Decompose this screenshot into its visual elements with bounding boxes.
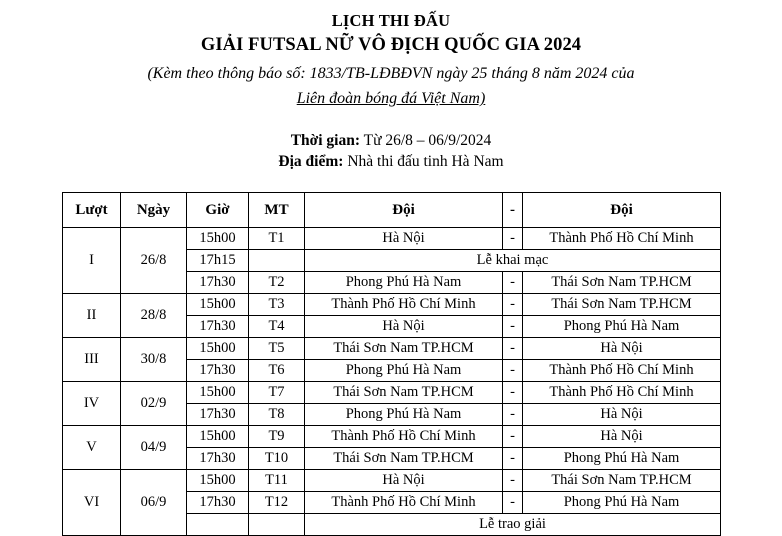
team-home-cell: Thành Phố Hồ Chí Minh: [305, 426, 503, 448]
court-cell: [249, 514, 305, 536]
team-away-cell: Thành Phố Hồ Chí Minh: [523, 228, 721, 250]
team-home-cell: Hà Nội: [305, 470, 503, 492]
event-time-line: [0, 130, 782, 151]
round-cell: II: [63, 294, 121, 338]
court-cell: T11: [249, 470, 305, 492]
column-header-team2: Đội: [523, 193, 721, 228]
date-cell: 26/8: [121, 228, 187, 294]
column-header-date: Ngày: [121, 193, 187, 228]
round-cell: V: [63, 426, 121, 470]
court-cell: T7: [249, 382, 305, 404]
team-away-cell: Hà Nội: [523, 404, 721, 426]
team-home-cell: Phong Phú Hà Nam: [305, 272, 503, 294]
time-cell: [187, 514, 249, 536]
versus-dash: -: [503, 360, 523, 382]
time-cell: 15h00: [187, 382, 249, 404]
time-cell: 17h15: [187, 250, 249, 272]
event-time-value: Từ 26/8 – 06/9/2024: [363, 132, 492, 149]
page-title-line-2: GIẢI FUTSAL NỮ VÔ ĐỊCH QUỐC GIA 2024: [200, 35, 582, 55]
court-cell: T5: [249, 338, 305, 360]
document-reference-line-2: Liên đoàn bóng đá Việt Nam): [296, 90, 486, 107]
court-cell: T1: [249, 228, 305, 250]
court-cell: T4: [249, 316, 305, 338]
versus-dash: -: [503, 316, 523, 338]
event-meta: [0, 130, 782, 172]
team-away-cell: Thái Sơn Nam TP.HCM: [523, 470, 721, 492]
event-venue-label: Địa điểm:: [278, 153, 344, 170]
court-cell: T8: [249, 404, 305, 426]
column-header-time: Giờ: [187, 193, 249, 228]
team-away-cell: Phong Phú Hà Nam: [523, 492, 721, 514]
event-venue-line: [0, 151, 782, 172]
document-reference-line-1: (Kèm theo thông báo số: 1833/TB-LĐBĐVN ngày 25 tháng 8 năm 2024 của: [147, 65, 635, 82]
court-cell: T10: [249, 448, 305, 470]
time-cell: 17h30: [187, 492, 249, 514]
court-cell: T2: [249, 272, 305, 294]
date-cell: 06/9: [121, 470, 187, 536]
team-home-cell: Thành Phố Hồ Chí Minh: [305, 294, 503, 316]
time-cell: 17h30: [187, 360, 249, 382]
time-cell: 15h00: [187, 338, 249, 360]
versus-dash: -: [503, 338, 523, 360]
ceremony-cell: Lễ khai mạc: [305, 250, 721, 272]
versus-dash: -: [503, 294, 523, 316]
court-cell: T12: [249, 492, 305, 514]
team-home-cell: Phong Phú Hà Nam: [305, 360, 503, 382]
team-home-cell: Thái Sơn Nam TP.HCM: [305, 382, 503, 404]
table-body: [63, 228, 721, 536]
date-cell: 02/9: [121, 382, 187, 426]
round-cell: IV: [63, 382, 121, 426]
page-title-line-1: LỊCH THI ĐẤU: [331, 11, 451, 30]
court-cell: [249, 250, 305, 272]
table-row: [63, 382, 721, 404]
versus-dash: -: [503, 470, 523, 492]
court-cell: T6: [249, 360, 305, 382]
schedule-table-container: [62, 192, 720, 536]
court-cell: T9: [249, 426, 305, 448]
column-header-team1: Đội: [305, 193, 503, 228]
time-cell: 17h30: [187, 316, 249, 338]
table-header-row: [63, 193, 721, 228]
table-row: [63, 338, 721, 360]
date-cell: 28/8: [121, 294, 187, 338]
time-cell: 15h00: [187, 294, 249, 316]
team-away-cell: Hà Nội: [523, 426, 721, 448]
time-cell: 17h30: [187, 272, 249, 294]
round-cell: III: [63, 338, 121, 382]
team-home-cell: Hà Nội: [305, 316, 503, 338]
versus-dash: -: [503, 382, 523, 404]
date-cell: 30/8: [121, 338, 187, 382]
event-venue-value: Nhà thi đấu tinh Hà Nam: [347, 153, 504, 170]
round-cell: VI: [63, 470, 121, 536]
table-row: [63, 426, 721, 448]
document-heading: [0, 0, 782, 111]
table-header: [63, 193, 721, 228]
versus-dash: -: [503, 492, 523, 514]
table-row: [63, 294, 721, 316]
team-away-cell: Thái Sơn Nam TP.HCM: [523, 272, 721, 294]
time-cell: 15h00: [187, 470, 249, 492]
versus-dash: -: [503, 426, 523, 448]
team-away-cell: Thành Phố Hồ Chí Minh: [523, 360, 721, 382]
event-time-label: Thời gian:: [290, 132, 361, 149]
column-header-dash: -: [503, 193, 523, 228]
ceremony-cell: Lễ trao giải: [305, 514, 721, 536]
column-header-round: Lượt: [63, 193, 121, 228]
time-cell: 15h00: [187, 228, 249, 250]
date-cell: 04/9: [121, 426, 187, 470]
team-away-cell: Hà Nội: [523, 338, 721, 360]
team-home-cell: Thành Phố Hồ Chí Minh: [305, 492, 503, 514]
time-cell: 15h00: [187, 426, 249, 448]
versus-dash: -: [503, 228, 523, 250]
team-home-cell: Hà Nội: [305, 228, 503, 250]
team-away-cell: Phong Phú Hà Nam: [523, 448, 721, 470]
team-away-cell: Thái Sơn Nam TP.HCM: [523, 294, 721, 316]
court-cell: T3: [249, 294, 305, 316]
versus-dash: -: [503, 272, 523, 294]
versus-dash: -: [503, 448, 523, 470]
versus-dash: -: [503, 404, 523, 426]
table-row: [63, 470, 721, 492]
round-cell: I: [63, 228, 121, 294]
schedule-table: [62, 192, 721, 536]
team-home-cell: Thái Sơn Nam TP.HCM: [305, 448, 503, 470]
team-home-cell: Phong Phú Hà Nam: [305, 404, 503, 426]
column-header-court: MT: [249, 193, 305, 228]
team-away-cell: Thành Phố Hồ Chí Minh: [523, 382, 721, 404]
team-home-cell: Thái Sơn Nam TP.HCM: [305, 338, 503, 360]
team-away-cell: Phong Phú Hà Nam: [523, 316, 721, 338]
table-row: [63, 228, 721, 250]
time-cell: 17h30: [187, 448, 249, 470]
time-cell: 17h30: [187, 404, 249, 426]
